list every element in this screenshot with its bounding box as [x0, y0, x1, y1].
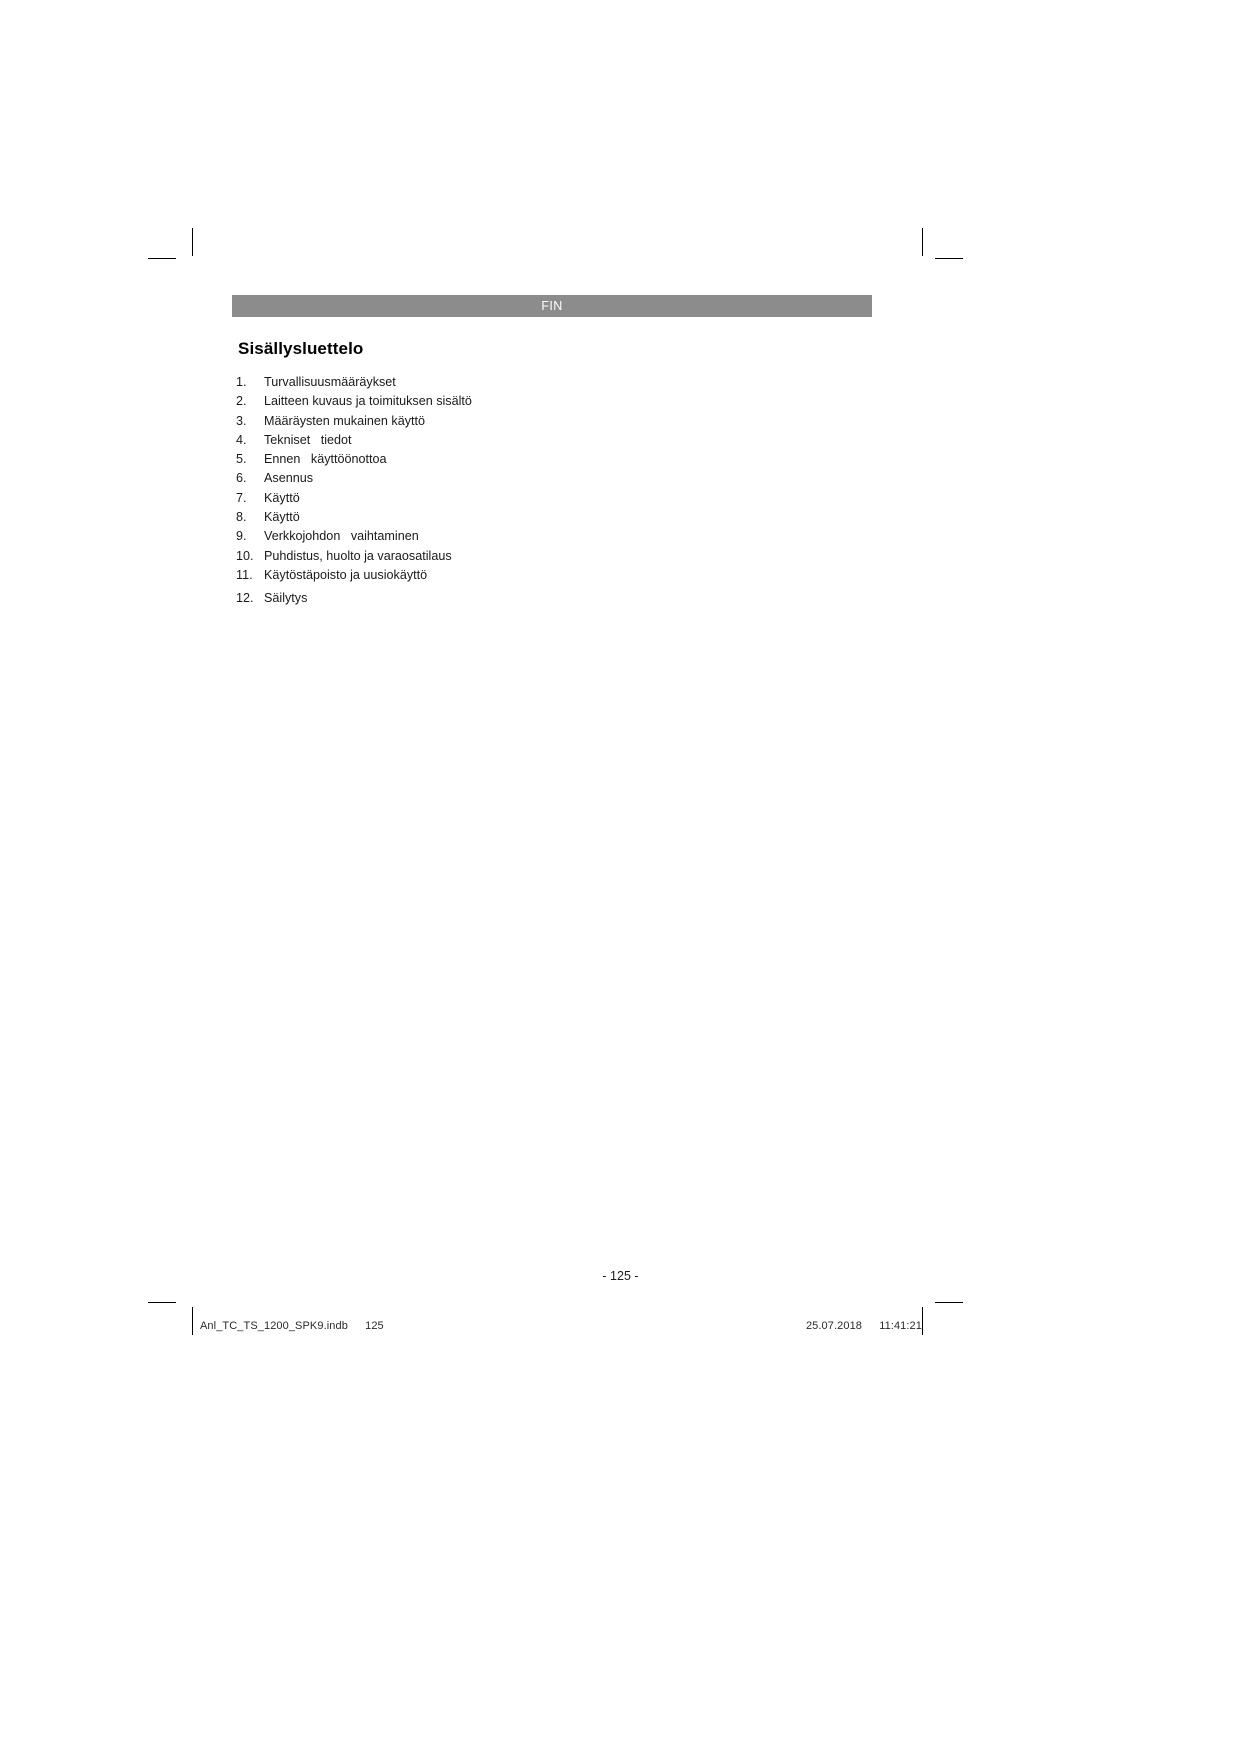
footer-date: 25.07.2018 [805, 1320, 863, 1332]
crop-mark-top-left-vertical [192, 228, 193, 256]
crop-mark-bottom-left-vertical [192, 1307, 193, 1335]
toc-item-label: Asennus [264, 471, 314, 486]
list-item [236, 508, 872, 527]
crop-mark-bottom-left-horizontal [148, 1302, 176, 1303]
toc-item-label: Käyttö [264, 490, 300, 505]
language-banner: FIN [232, 295, 872, 317]
toc-item-label: Ennen käyttöönottoa [264, 452, 387, 467]
footer-file-page: 125 [365, 1320, 384, 1332]
toc-item-number: 1. [236, 375, 247, 389]
list-item [236, 547, 872, 566]
list-item [236, 431, 872, 450]
crop-mark-bottom-right-horizontal [935, 1302, 963, 1303]
crop-mark-bottom-right-vertical [922, 1307, 923, 1335]
list-item [236, 469, 872, 488]
list-item [236, 373, 872, 392]
page-content [232, 295, 872, 609]
toc-item-label: Verkkojohdon vaihtaminen [264, 529, 419, 544]
crop-mark-top-left-horizontal [148, 258, 176, 259]
list-item [236, 527, 872, 546]
toc-item-label: Käytöstäpoisto ja uusiokäyttö [264, 567, 428, 582]
list-item [236, 589, 872, 608]
toc-item-label: Tekniset tiedot [264, 432, 352, 447]
toc-item-number: 4. [236, 432, 247, 447]
list-item [236, 566, 872, 585]
list-item [236, 489, 872, 508]
toc-item-label: Säilytys [264, 591, 308, 606]
footer-file-info [200, 1320, 384, 1332]
list-item [236, 392, 872, 411]
toc-item-number: 5. [236, 452, 247, 467]
toc-item-number: 11. [236, 567, 253, 582]
toc-item-label: Puhdistus, huolto ja varaosatilaus [264, 548, 452, 563]
toc-item-number: 10. [236, 548, 254, 563]
toc-item-number: 8. [236, 510, 247, 525]
toc-item-number: 7. [236, 490, 247, 505]
toc-item-number: 6. [236, 471, 247, 486]
footer-timestamp [806, 1320, 922, 1332]
crop-mark-top-right-horizontal [935, 258, 963, 259]
toc-item-number: 12. [236, 591, 254, 606]
toc-item-number: 2. [236, 394, 247, 409]
list-item [236, 412, 872, 431]
page-number: - 125 - [602, 1269, 639, 1283]
toc-item-number: 3. [236, 413, 247, 428]
toc-item-label: Määräysten mukainen käyttö [264, 413, 426, 428]
list-item [236, 450, 872, 469]
table-of-contents [236, 373, 872, 609]
toc-item-number: 9. [236, 529, 247, 544]
toc-item-label: Turvallisuusmääräykset [264, 375, 396, 389]
crop-mark-top-right-vertical [922, 228, 923, 256]
toc-item-label: Laitteen kuvaus ja toimituksen sisältö [264, 394, 472, 409]
footer [200, 1320, 922, 1332]
page-title: Sisällysluettelo [238, 339, 364, 358]
footer-time: 11:41:21 [879, 1320, 922, 1332]
footer-file-name: Anl_TC_TS_1200_SPK9.indb [200, 1320, 348, 1332]
toc-item-label: Käyttö [264, 510, 300, 525]
